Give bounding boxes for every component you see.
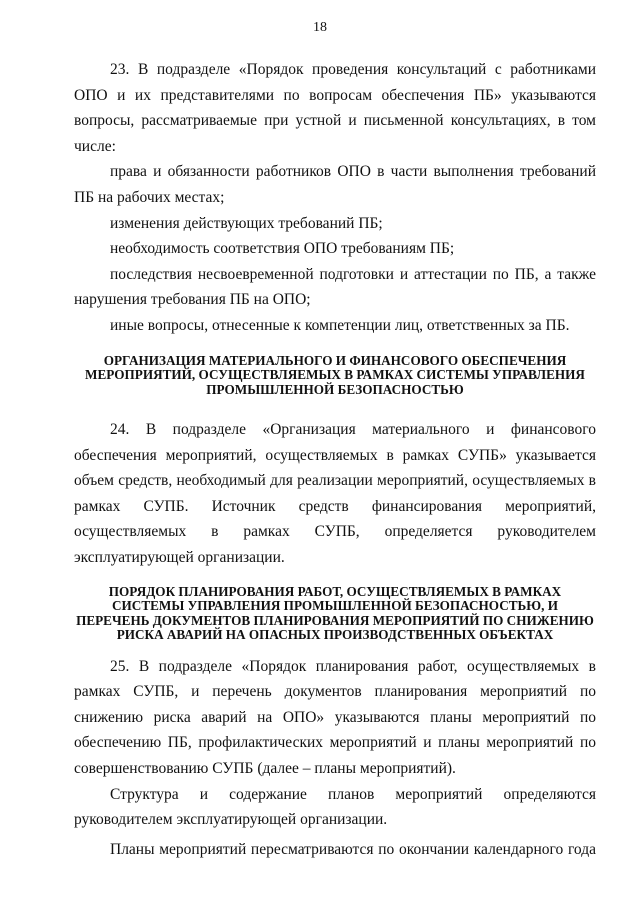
list-item-compliance: необходимость соответствия ОПО требованиям ПБ; [110, 240, 455, 258]
spacer [74, 643, 596, 654]
section-heading-planning: ПОРЯДОК ПЛАНИРОВАНИЯ РАБОТ, ОСУЩЕСТВЛЯЕМЫХ В РАМКАХ СИСТЕМЫ УПРАВЛЕНИЯ ПРОМЫШЛЕННОЙ БЕЗОПАСНОСТЬЮ, И ПЕРЕЧЕНЬ ДОКУМЕНТОВ ПЛАНИРОВАНИЯ МЕРОПРИЯТИЙ ПО СНИЖЕНИЮ РИСКА АВАРИЙ НА ОПАСНЫХ ПРОИЗВОДСТВЕННЫХ ОБЪЕКТАХ [76, 583, 594, 643]
paragraph-23: 23. В подразделе «Порядок проведения консультаций с работниками ОПО и их представителями по вопросам обеспечения ПБ» указываются вопросы, рассматриваемые при устной и письменной консультациях, в том числе: [74, 61, 596, 155]
list-item-other: иные вопросы, отнесенные к компетенции лиц, ответственных за ПБ. [110, 316, 570, 334]
paragraph-revision: Планы мероприятий пересматриваются по окончании календарного года [110, 840, 596, 858]
paragraph-25: 25. В подразделе «Порядок планирования работ, осуществляемых в рамках СУПБ, и перечень документов планирования мероприятий по снижению риска аварий на ОПО» указываются планы мероприятий по обеспечению ПБ, профилактических мероприятий и планы мероприятий по совершенствованию СУПБ (далее – планы мероприятий). [74, 657, 596, 777]
document-body [74, 57, 596, 862]
page-number: 18 [313, 20, 327, 35]
section-heading-financing: ОРГАНИЗАЦИЯ МАТЕРИАЛЬНОГО И ФИНАНСОВОГО ОБЕСПЕЧЕНИЯ МЕРОПРИЯТИЙ, ОСУЩЕСТВЛЯЕМЫХ В РАМКАХ СИСТЕМЫ УПРАВЛЕНИЯ ПРОМЫШЛЕННОЙ БЕЗОПАСНОСТЬЮ [85, 352, 585, 397]
list-item-consequences: последствия несвоевременной подготовки и аттестации по ПБ, а также нарушения требования ПБ на ОПО; [74, 265, 596, 309]
spacer [74, 397, 596, 417]
paragraph-structure: Структура и содержание планов мероприятий определяются руководителем эксплуатирующей организации. [74, 785, 596, 829]
list-item-changes: изменения действующих требований ПБ; [110, 214, 383, 232]
paragraph-24: 24. В подразделе «Организация материального и финансового обеспечения мероприятий, осуществляемых в рамках СУПБ» указывается объем средств, необходимый для реализации мероприятий, осуществляемых в рамках СУПБ. Источник средств финансирования мероприятий, осуществляемых в рамках СУПБ, определяется руководителем эксплуатирующей организации. [74, 421, 596, 566]
list-item-rights: права и обязанности работников ОПО в части выполнения требований ПБ на рабочих местах; [74, 163, 596, 206]
spacer [74, 339, 596, 354]
spacer [74, 571, 596, 585]
